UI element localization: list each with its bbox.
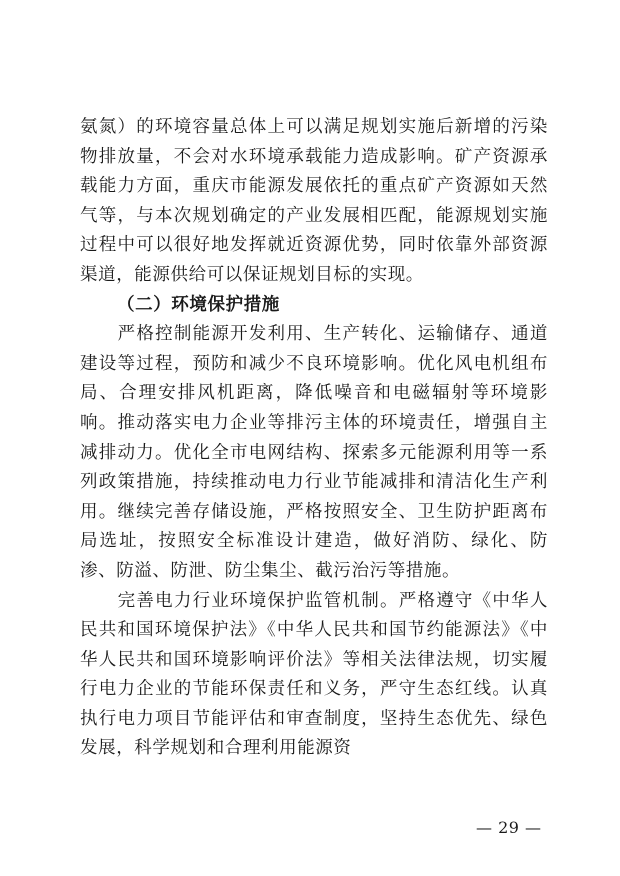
page-number: — 29 — (476, 818, 542, 837)
paragraph-pollution-control: 严格控制能源开发利用、生产转化、运输储存、通道建设等过程，预防和减少不良环境影响。优化风电机组布局、合理安排风机距离，降低噪音和电磁辐射等环境影响。推动落实电力企业等排污主体的环境责任，增强自主减排动力。优化全市电网结构、探索多元能源利用等一系列政策措施，持续推动电力行业节能减排和清洁化生产利用。继续完善存储设施，严格按照安全、卫生防护距离布局选址，按照安全标准设计建造，做好消防、绿化、防渗、防溢、防泄、防尘集尘、截污治污等措施。 (80, 324, 548, 581)
document-body (80, 113, 548, 764)
paragraph-supervision-mechanism: 完善电力行业环境保护监管机制。严格遵守《中华人民共和国环境保护法》《中华人民共和国节约能源法》《中华人民共和国环境影响评价法》等相关法律法规，切实履行电力企业的节能环保责任和义务，严守生态红线。认真执行电力项目节能评估和审查制度，坚持生态优先、绿色发展，科学规划和合理利用能源资 (80, 590, 548, 759)
paragraph-continuation: 氨氮）的环境容量总体上可以满足规划实施后新增的污染物排放量，不会对水环境承载能力造成影响。矿产资源承载能力方面，重庆市能源发展依托的重点矿产资源如天然气等，与本次规划确定的产业发展相匹配，能源规划实施过程中可以很好地发挥就近资源优势，同时依靠外部资源渠道，能源供给可以保证规划目标的实现。 (80, 117, 548, 285)
section-heading: （二）环境保护措施 (117, 294, 280, 315)
